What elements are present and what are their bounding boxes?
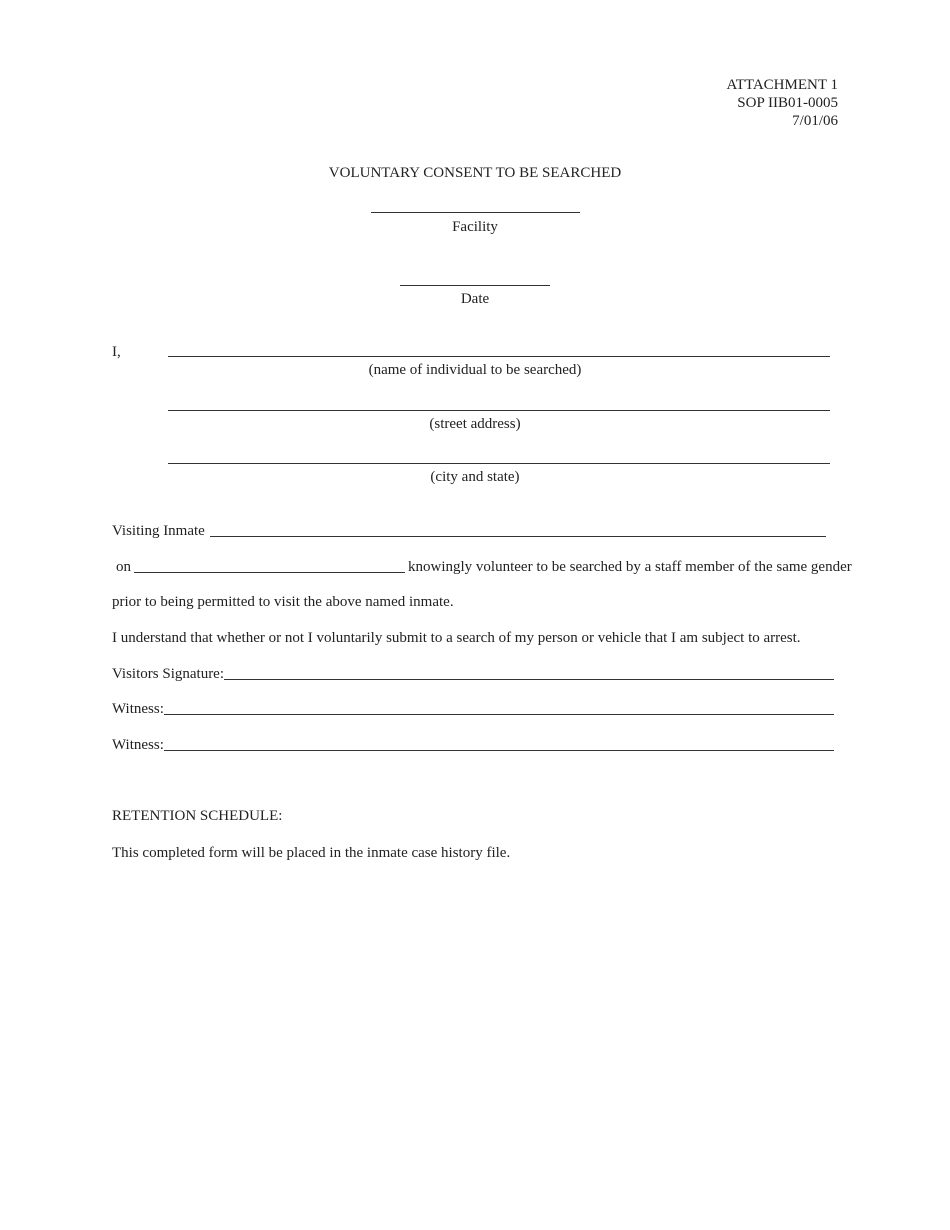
sop-number: SOP IIB01-0005 (737, 95, 838, 111)
visit-date-line[interactable] (134, 572, 405, 573)
city-state-line[interactable] (168, 463, 830, 464)
individual-name-line[interactable] (168, 356, 830, 357)
retention-text: This completed form will be placed in the inmate case history file. (112, 845, 511, 861)
street-address-line[interactable] (168, 410, 830, 411)
witness-1-line[interactable] (164, 714, 834, 715)
volunteer-statement: knowingly volunteer to be searched by a staff member of the same gender (408, 559, 852, 575)
facility-caption: Facility (452, 219, 498, 235)
visiting-inmate-line[interactable] (210, 536, 826, 537)
arrest-statement: I understand that whether or not I voluntarily submit to a search of my person or vehicle that I am subject to arrest. (112, 630, 801, 646)
witness-2-label: Witness: (112, 737, 164, 753)
street-address-caption: (street address) (429, 416, 521, 432)
attachment-label: ATTACHMENT 1 (726, 77, 838, 93)
witness-1-label: Witness: (112, 701, 164, 717)
visitor-signature-label: Visitors Signature: (112, 666, 225, 682)
witness-2-line[interactable] (164, 750, 834, 751)
facility-line[interactable] (371, 212, 580, 213)
revision-date: 7/01/06 (792, 113, 838, 129)
date-line[interactable] (400, 285, 550, 286)
prior-statement: prior to being permitted to visit the above named inmate. (112, 594, 454, 610)
retention-heading: RETENTION SCHEDULE: (112, 808, 283, 824)
city-state-caption: (city and state) (430, 469, 520, 485)
form-title: VOLUNTARY CONSENT TO BE SEARCHED (328, 165, 622, 181)
date-caption: Date (460, 291, 490, 307)
i-prefix: I, (112, 344, 121, 360)
on-label: on (116, 559, 131, 575)
visitor-signature-line[interactable] (224, 679, 834, 680)
visiting-inmate-label: Visiting Inmate (112, 523, 205, 539)
individual-name-caption: (name of individual to be searched) (368, 362, 582, 378)
